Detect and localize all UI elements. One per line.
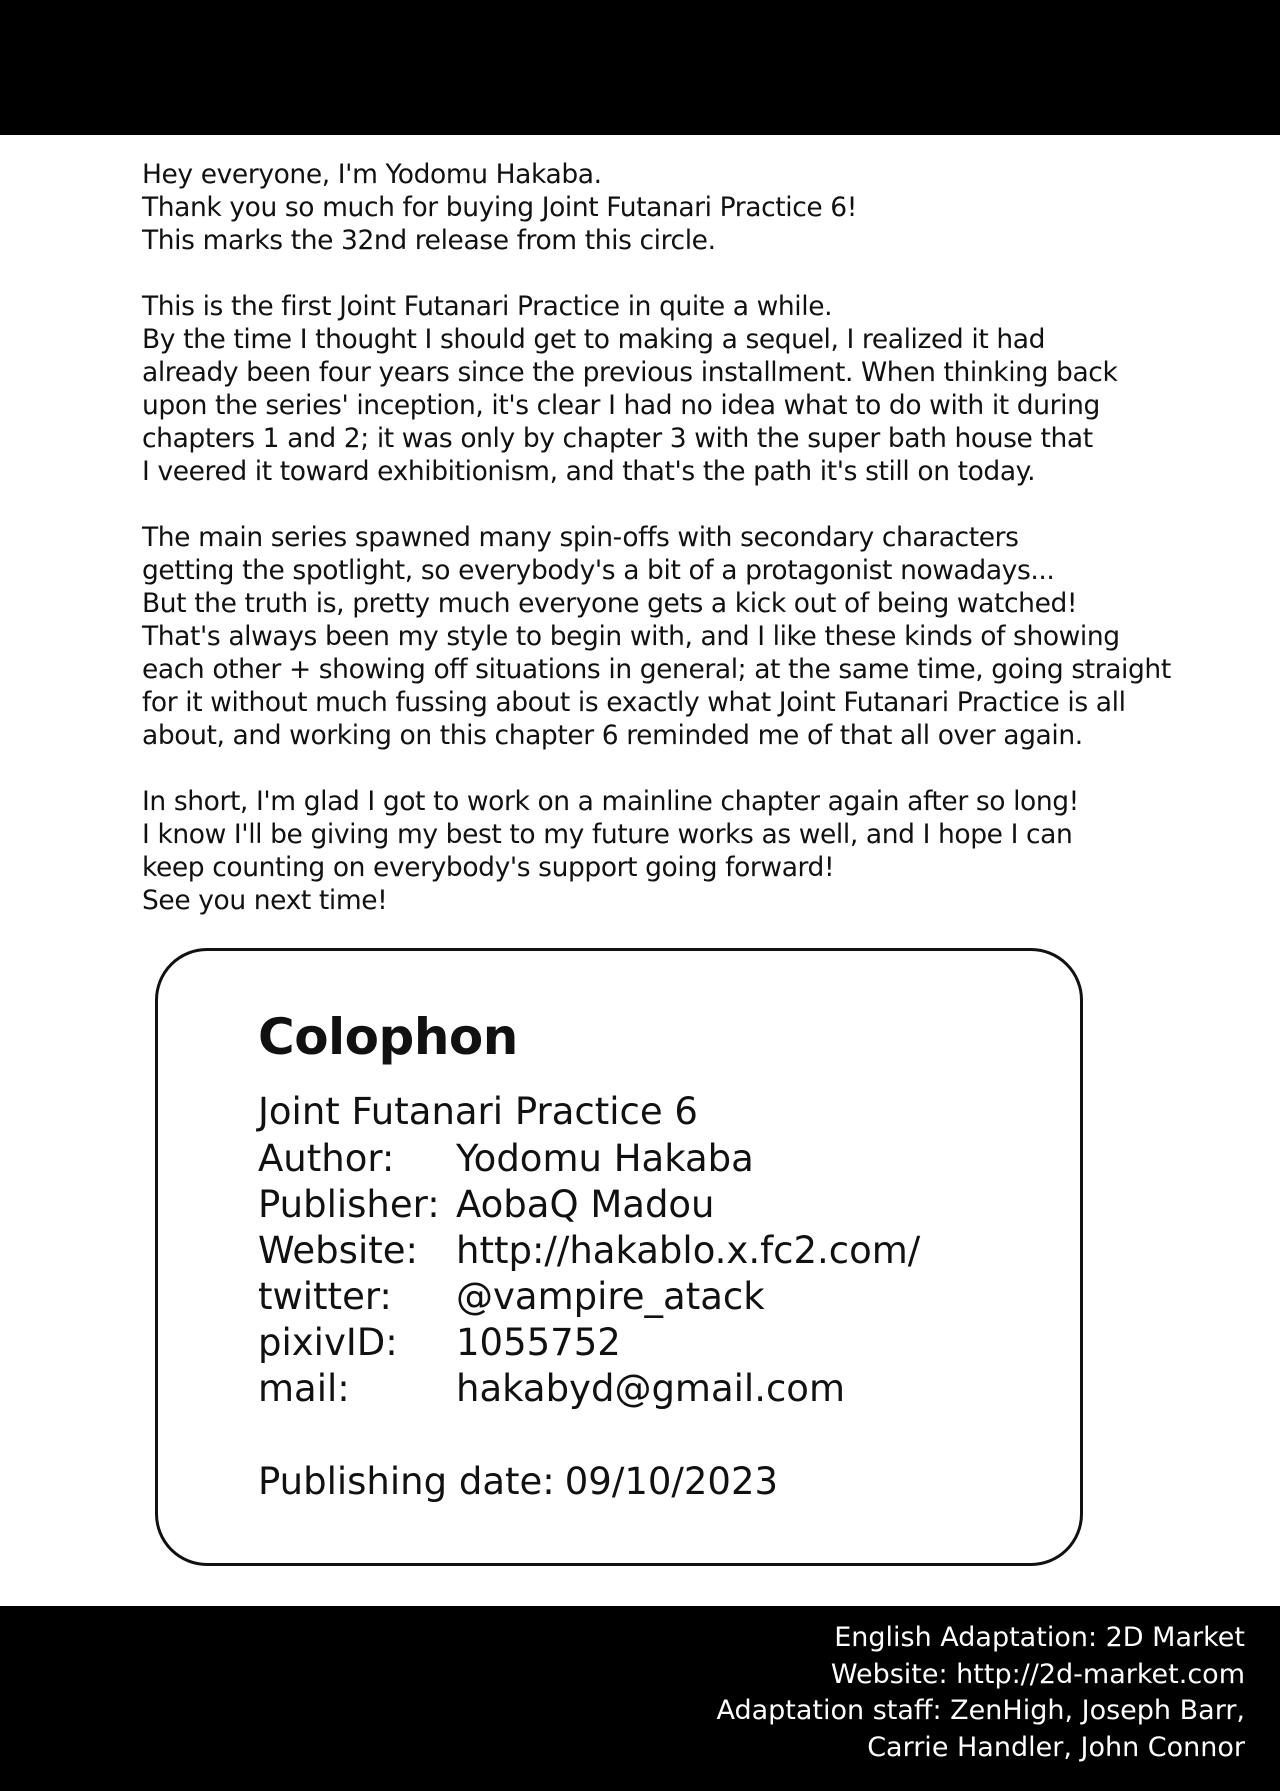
colophon-value: hakabyd@gmail.com: [456, 1366, 845, 1410]
colophon-value: 1055752: [456, 1320, 621, 1364]
colophon-row-mail: [258, 1365, 920, 1411]
publishing-date-value: 09/10/2023: [564, 1460, 779, 1503]
afterword-line: I know I'll be giving my best to my future works as well, and I hope I can: [142, 819, 1073, 850]
colophon-box: [155, 948, 1083, 1566]
credits-line: Adaptation staff: ZenHigh, Joseph Barr,: [716, 1695, 1245, 1726]
colophon-row-website: [258, 1227, 920, 1273]
afterword-paragraph: [142, 290, 1162, 488]
colophon-key: Author:: [258, 1136, 395, 1180]
afterword-paragraph: [142, 158, 1162, 257]
afterword-line: getting the spotlight, so everybody's a bit of a protagonist nowadays...: [142, 555, 1055, 586]
colophon-key: Publisher:: [258, 1182, 440, 1226]
afterword-paragraph: [142, 521, 1171, 752]
colophon-website-link[interactable]: http://hakablo.x.fc2.com/: [456, 1228, 921, 1272]
afterword-line: already been four years since the previous installment. When thinking back: [142, 357, 1118, 388]
afterword-line: for it without much fussing about is exactly what Joint Futanari Practice is all: [142, 687, 1126, 718]
afterword-text: [142, 158, 1171, 950]
afterword-line: By the time I thought I should get to making a sequel, I realized it had: [142, 324, 1045, 355]
afterword-line: I veered it toward exhibitionism, and that's the path it's still on today.: [142, 456, 1036, 487]
colophon-value: AobaQ Madou: [456, 1182, 715, 1226]
colophon-key: Website:: [258, 1228, 418, 1272]
adaptation-credits: [716, 1620, 1245, 1766]
credits-line: Carrie Handler, John Connor: [867, 1731, 1245, 1763]
colophon-row-author: [258, 1135, 920, 1181]
afterword-line: Thank you so much for buying Joint Futanari Practice 6!: [142, 192, 857, 223]
afterword-paragraph: [142, 785, 1162, 917]
colophon-row-twitter: [258, 1273, 920, 1319]
afterword-line: Hey everyone, I'm Yodomu Hakaba.: [142, 159, 602, 190]
afterword-line: In short, I'm glad I got to work on a mainline chapter again after so long!: [142, 786, 1079, 817]
credits-line: English Adaptation: 2D Market: [834, 1622, 1245, 1653]
top-black-band: [0, 0, 1280, 135]
afterword-line: each other + showing off situations in general; at the same time, going straight: [142, 654, 1171, 685]
colophon-key: pixivID:: [258, 1320, 398, 1364]
colophon-row-pixiv: [258, 1319, 920, 1365]
afterword-line: That's always been my style to begin with, and I like these kinds of showing: [142, 621, 1120, 652]
afterword-line: See you next time!: [142, 885, 388, 916]
afterword-line: The main series spawned many spin-offs with secondary characters: [142, 522, 1019, 553]
afterword-line: This is the first Joint Futanari Practice in quite a while.: [142, 291, 833, 322]
afterword-line: keep counting on everybody's support going forward!: [142, 852, 835, 883]
colophon-value: Yodomu Hakaba: [456, 1136, 754, 1180]
publishing-date-label: Publishing date:: [258, 1460, 555, 1503]
credits-line: Website: http://2d-market.com: [830, 1658, 1245, 1690]
publishing-date: [258, 1459, 778, 1505]
afterword-line: about, and working on this chapter 6 reminded me of that all over again.: [142, 720, 1083, 751]
colophon-row-publisher: [258, 1181, 920, 1227]
colophon-work-title: Joint Futanari Practice 6: [258, 1090, 698, 1133]
colophon-value: @vampire_atack: [456, 1274, 765, 1318]
colophon-key: twitter:: [258, 1274, 392, 1318]
colophon-title: Colophon: [258, 1008, 518, 1066]
afterword-line: This marks the 32nd release from this circle.: [142, 225, 716, 256]
colophon-key: mail:: [258, 1366, 350, 1410]
colophon-info-table: [258, 1135, 920, 1411]
afterword-line: upon the series' inception, it's clear I had no idea what to do with it during: [142, 390, 1100, 421]
afterword-line: chapters 1 and 2; it was only by chapter 3 with the super bath house that: [142, 423, 1093, 454]
afterword-line: But the truth is, pretty much everyone gets a kick out of being watched!: [142, 588, 1078, 619]
